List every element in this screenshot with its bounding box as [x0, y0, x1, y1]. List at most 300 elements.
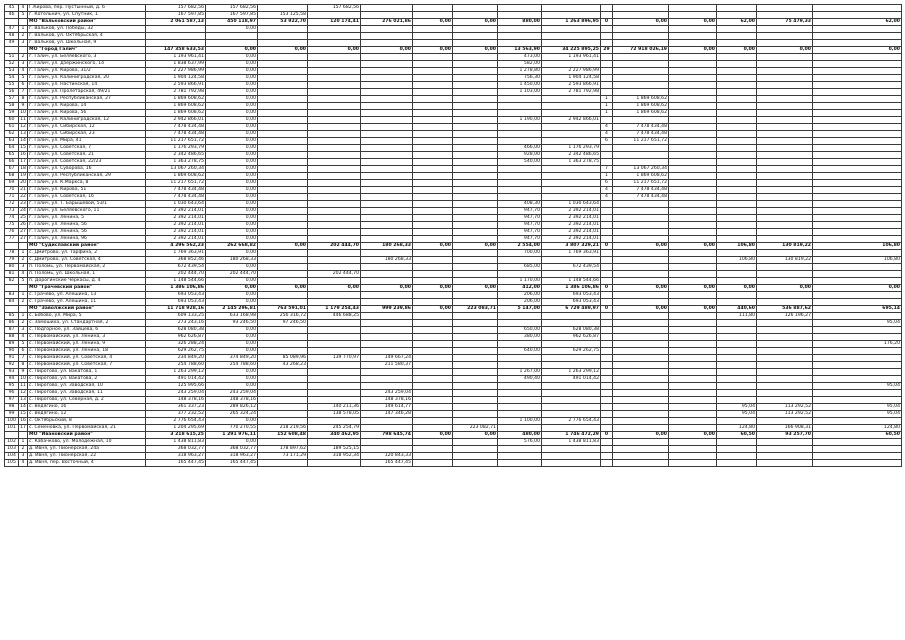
table-cell: 90 [5, 348, 19, 355]
table-cell [413, 397, 453, 404]
table-cell [413, 446, 453, 453]
table-cell [413, 278, 453, 285]
table-cell: 3 [19, 453, 28, 460]
table-cell: 10 [20, 110, 26, 115]
address-cell: г. Галич, ул. Сибирская, 12 [28, 124, 146, 131]
table-cell: 368 852,46 [146, 257, 206, 264]
table-cell [146, 33, 206, 40]
table-cell [757, 320, 813, 327]
table-cell [361, 75, 413, 82]
table-cell [601, 201, 613, 208]
table-cell [669, 383, 717, 390]
table-cell [361, 348, 413, 355]
table-cell [498, 180, 542, 187]
table-row [5, 348, 902, 355]
table-cell: 152 608,48 [258, 432, 308, 439]
table-cell: 1 263 896,95 [542, 19, 601, 26]
table-cell [757, 460, 813, 467]
table-cell [453, 299, 498, 306]
table-cell: 0,00 [757, 47, 813, 54]
table-cell [601, 236, 613, 243]
table-cell [413, 292, 453, 299]
table-cell [361, 166, 413, 173]
table-cell [413, 257, 453, 264]
table-cell: 22 [20, 194, 26, 199]
table-cell: 2 392 214,01 [542, 215, 601, 222]
table-cell [308, 61, 361, 68]
table-cell: 148 378,16 [206, 397, 258, 404]
table-cell: 223 083,71 [453, 306, 498, 313]
table-cell: 1 869 608,62 [146, 103, 206, 110]
table-cell: 262 668,82 [206, 243, 258, 250]
table-cell [613, 334, 669, 341]
table-cell [413, 250, 453, 257]
table-cell: 53 922,70 [258, 19, 308, 26]
table-cell [361, 446, 413, 453]
table-cell [813, 138, 902, 145]
table-cell [601, 299, 613, 306]
table-cell [453, 82, 498, 89]
table-cell: 2 145 296,81 [206, 306, 258, 313]
table-cell [757, 40, 813, 47]
table-cell [601, 292, 613, 299]
address-cell: с. Первомайский, ул. Советская, 7 [28, 362, 146, 369]
table-cell [361, 215, 413, 222]
table-cell: 16 [20, 418, 26, 423]
table-cell: 1 263 299,12 [542, 369, 601, 376]
table-cell [498, 40, 542, 47]
table-cell [717, 460, 757, 467]
table-cell [613, 117, 669, 124]
table-cell: 95,04 [717, 404, 757, 411]
table-cell: 672 439,54 [542, 264, 601, 271]
table-row [5, 397, 902, 404]
table-cell [757, 271, 813, 278]
table-cell [542, 131, 601, 138]
table-cell: 0,00 [258, 243, 308, 250]
table-cell [613, 397, 669, 404]
table-row [5, 208, 902, 215]
table-cell: 1 100,00 [498, 418, 542, 425]
table-cell: 1 869 608,62 [146, 110, 206, 117]
address-cell: с. Октябрьский, 8 [28, 418, 146, 425]
table-cell [669, 313, 717, 320]
table-cell [453, 376, 498, 383]
table-cell [717, 187, 757, 194]
address-cell: г. Галич, ул. Т. Барышевой, 53/1 [28, 201, 146, 208]
table-cell [361, 376, 413, 383]
table-cell [361, 33, 413, 40]
table-cell [757, 362, 813, 369]
table-cell [361, 173, 413, 180]
table-cell [413, 96, 453, 103]
table-cell [308, 138, 361, 145]
table-cell: 82 [5, 278, 19, 285]
address-cell: п. Дорогинские Черкасы, д. 4 [28, 278, 146, 285]
table-cell [308, 222, 361, 229]
table-cell [757, 54, 813, 61]
table-cell [613, 390, 669, 397]
table-cell [669, 194, 717, 201]
table-cell: 0,00 [308, 285, 361, 292]
table-cell: 13 067 260,34 [146, 166, 206, 173]
table-row [5, 299, 902, 306]
table-cell: 0,00 [206, 229, 258, 236]
table-cell: 55 [5, 82, 19, 89]
table-cell [757, 138, 813, 145]
table-cell: 0,00 [206, 376, 258, 383]
table-cell [258, 75, 308, 82]
table-cell [757, 103, 813, 110]
table-cell: 165 447,45 [206, 460, 258, 467]
table-cell [258, 61, 308, 68]
table-cell [453, 348, 498, 355]
table-cell: 5 147,00 [498, 306, 542, 313]
address-cell: г. Галич, ул. Калиниградская, 20 [28, 75, 146, 82]
table-cell: 0,00 [361, 285, 413, 292]
table-cell: 157 682,56 [146, 5, 206, 12]
table-cell: 65 [5, 152, 19, 159]
table-cell [361, 194, 413, 201]
table-cell [669, 362, 717, 369]
table-cell [413, 54, 453, 61]
table-cell [361, 117, 413, 124]
table-cell [453, 362, 498, 369]
table-cell [413, 355, 453, 362]
address-cell: г. Галич, ул. Республиканская, 27 [28, 96, 146, 103]
table-cell [613, 229, 669, 236]
table-cell [717, 229, 757, 236]
table-cell: 628 080,38 [542, 327, 601, 334]
table-cell: 0,00 [206, 138, 258, 145]
table-cell [669, 187, 717, 194]
table-cell [361, 425, 413, 432]
table-cell: 0,00 [206, 201, 258, 208]
table-cell: 234 849,20 [146, 355, 206, 362]
table-cell [669, 152, 717, 159]
table-cell [613, 271, 669, 278]
table-cell [453, 138, 498, 145]
table-cell: 1 176 293,79 [542, 145, 601, 152]
table-cell [308, 236, 361, 243]
table-cell [206, 33, 258, 40]
table-cell [613, 215, 669, 222]
table-cell [453, 215, 498, 222]
table-cell: 450 118,97 [206, 19, 258, 26]
table-cell [669, 180, 717, 187]
table-cell: 0,00 [206, 131, 258, 138]
table-cell [669, 397, 717, 404]
table-cell: 1 193 961,41 [542, 54, 601, 61]
table-cell: 218 219,56 [258, 425, 308, 432]
table-cell: 1 438 811,83 [146, 439, 206, 446]
table-row [5, 131, 902, 138]
table-cell [613, 383, 669, 390]
table-cell [813, 299, 902, 306]
table-cell [453, 68, 498, 75]
table-cell: 46 [5, 12, 19, 19]
table-cell [413, 411, 453, 418]
table-cell [813, 376, 902, 383]
table-cell [813, 292, 902, 299]
table-cell: 4 [601, 187, 613, 194]
table-cell [413, 138, 453, 145]
table-cell: 0,00 [669, 19, 717, 26]
address-cell: г. Галич, ул. К.Маркса, 8 [28, 180, 146, 187]
address-cell: г. Галич, ул. Ленина, 5 [28, 215, 146, 222]
table-row [5, 355, 902, 362]
table-cell: 256 316,72 [258, 313, 308, 320]
table-cell: 0,00 [717, 285, 757, 292]
table-cell [813, 194, 902, 201]
table-cell [453, 271, 498, 278]
table-cell [498, 166, 542, 173]
table-cell [542, 138, 601, 145]
address-cell: г. Галич, ул. Советская, 16 [28, 194, 146, 201]
table-cell: 4 [19, 334, 28, 341]
table-cell: 138 578,05 [308, 411, 361, 418]
table-cell: 21 [20, 187, 26, 192]
table-cell [613, 68, 669, 75]
table-row [5, 341, 902, 348]
table-cell [453, 397, 498, 404]
table-cell [498, 187, 542, 194]
table-cell [757, 397, 813, 404]
table-cell: 92 [5, 362, 19, 369]
table-cell [757, 390, 813, 397]
table-cell [498, 138, 542, 145]
table-cell: 693 053,43 [146, 292, 206, 299]
table-cell [308, 68, 361, 75]
table-cell: 0,00 [717, 47, 757, 54]
table-cell: 0,00 [669, 243, 717, 250]
table-cell: 57 [5, 96, 19, 103]
table-cell: 149 667,24 [361, 355, 413, 362]
table-cell: 0,00 [258, 47, 308, 54]
address-cell: с. Пирогово, ул. Северная, д. 2 [28, 397, 146, 404]
table-row [5, 229, 902, 236]
table-cell [413, 439, 453, 446]
table-cell [361, 334, 413, 341]
table-cell [258, 264, 308, 271]
table-cell: 93 [5, 369, 19, 376]
table-cell: 103 [5, 446, 19, 453]
table-cell: 76 [5, 229, 19, 236]
table-cell [813, 5, 902, 12]
table-cell: 0,00 [206, 152, 258, 159]
table-cell: 2 342 486,65 [146, 152, 206, 159]
table-cell [453, 327, 498, 334]
table-cell: 14 [20, 404, 26, 409]
table-cell: 1 [601, 96, 613, 103]
group-total-row [5, 19, 902, 26]
table-cell: 7 478 434,48 [146, 124, 206, 131]
table-cell: 2 776 654,43 [146, 418, 206, 425]
table-cell: 95,04 [813, 411, 902, 418]
table-cell: 2 942 866,01 [542, 117, 601, 124]
table-cell: 59 [5, 110, 19, 117]
table-cell: 2 227 986,99 [542, 68, 601, 75]
table-cell [717, 166, 757, 173]
table-cell: 0,00 [206, 124, 258, 131]
table-cell [308, 257, 361, 264]
table-cell [601, 348, 613, 355]
table-cell [717, 418, 757, 425]
address-cell: с. Пирогово, ул. Вакатова, 1 [28, 369, 146, 376]
table-cell [813, 446, 902, 453]
table-cell [413, 12, 453, 19]
table-cell [542, 110, 601, 117]
table-cell [717, 82, 757, 89]
table-row [5, 439, 902, 446]
table-cell [613, 250, 669, 257]
table-cell [813, 166, 902, 173]
table-cell: 7 478 434,48 [613, 131, 669, 138]
table-cell: 79 [5, 257, 19, 264]
table-cell [717, 68, 757, 75]
table-cell: 24 [20, 208, 26, 213]
table-cell: 629 262,75 [146, 348, 206, 355]
table-cell [308, 82, 361, 89]
table-cell: 1 204 295,69 [146, 425, 206, 432]
table-cell [813, 208, 902, 215]
table-cell [669, 103, 717, 110]
table-cell: 0,00 [206, 327, 258, 334]
table-cell [613, 152, 669, 159]
table-cell [813, 131, 902, 138]
table-cell [258, 40, 308, 47]
table-cell [813, 327, 902, 334]
table-cell [498, 257, 542, 264]
table-cell [453, 320, 498, 327]
table-cell [258, 68, 308, 75]
address-cell: МО "Грачевский район" [28, 285, 146, 292]
table-cell [453, 96, 498, 103]
table-cell [813, 54, 902, 61]
address-cell: с. Ведягино, 12 [28, 411, 146, 418]
table-cell [453, 166, 498, 173]
table-cell: 19 [20, 173, 26, 178]
table-row [5, 362, 902, 369]
table-cell [669, 460, 717, 467]
table-cell: 106,80 [717, 243, 757, 250]
table-cell [757, 5, 813, 12]
table-cell: 1 030 643,64 [542, 201, 601, 208]
table-cell: 4 [19, 271, 28, 278]
table-cell [453, 12, 498, 19]
table-cell [413, 180, 453, 187]
table-cell [258, 418, 308, 425]
table-cell: 16 [20, 152, 26, 157]
group-total-row [5, 432, 902, 439]
address-cell: г. Вальков, ул. Победы, 32 [28, 26, 146, 33]
table-cell [613, 145, 669, 152]
address-cell: г. Галич, ул. Ленина, 56 [28, 229, 146, 236]
table-cell [613, 425, 669, 432]
table-cell [613, 292, 669, 299]
table-cell [413, 26, 453, 33]
table-cell [413, 110, 453, 117]
table-cell: 202 444,70 [206, 271, 258, 278]
table-cell: 83 [5, 292, 19, 299]
table-cell [542, 341, 601, 348]
table-cell [258, 5, 308, 12]
table-cell: 947,70 [498, 215, 542, 222]
table-cell [717, 96, 757, 103]
table-cell [542, 397, 601, 404]
table-cell: 106,80 [717, 257, 757, 264]
table-cell: 89 [5, 341, 19, 348]
table-cell: 0,00 [453, 243, 498, 250]
address-cell: г. Галич, ул. Ленина, 96 [28, 236, 146, 243]
table-cell [669, 404, 717, 411]
table-cell [308, 229, 361, 236]
table-cell [717, 397, 757, 404]
table-row [5, 320, 902, 327]
table-cell [308, 439, 361, 446]
table-cell [308, 299, 361, 306]
table-cell [413, 390, 453, 397]
table-cell [453, 257, 498, 264]
table-cell: 473,00 [498, 54, 542, 61]
table-cell [361, 26, 413, 33]
table-cell: 13 [20, 397, 26, 402]
table-cell [669, 12, 717, 19]
table-cell [613, 201, 669, 208]
table-cell [453, 131, 498, 138]
table-cell [308, 40, 361, 47]
table-cell [361, 201, 413, 208]
table-cell: 273 243,16 [146, 320, 206, 327]
table-row [5, 26, 902, 33]
table-cell: 0,00 [206, 264, 258, 271]
table-cell: 361 337,23 [146, 404, 206, 411]
table-cell [413, 264, 453, 271]
table-cell [258, 152, 308, 159]
table-cell: 685,00 [498, 264, 542, 271]
table-cell [361, 103, 413, 110]
table-cell [413, 82, 453, 89]
table-cell: 3 218 615,25 [146, 432, 206, 439]
table-cell: 165 447,45 [146, 460, 206, 467]
table-cell [669, 138, 717, 145]
table-cell: 695,14 [813, 306, 902, 313]
table-cell [601, 12, 613, 19]
table-cell: 276 021,86 [361, 19, 413, 26]
address-cell: г. Галич, ул. Советская, 21 [28, 152, 146, 159]
table-cell: 97 [5, 397, 19, 404]
table-cell [601, 327, 613, 334]
table-cell [453, 110, 498, 117]
address-cell: МО "Судиславский район" [28, 243, 146, 250]
table-row [5, 222, 902, 229]
table-cell [717, 180, 757, 187]
table-cell: 18 [20, 166, 26, 171]
table-cell [308, 362, 361, 369]
table-cell: 85 089,96 [258, 355, 308, 362]
table-cell: 412,00 [498, 285, 542, 292]
table-cell: 5 [19, 12, 28, 19]
table-cell [757, 89, 813, 96]
table-cell: 130 819,22 [757, 243, 813, 250]
table-cell: 1 769 363,91 [146, 250, 206, 257]
table-cell [669, 222, 717, 229]
table-cell [413, 187, 453, 194]
table-cell: 11 [20, 383, 26, 388]
table-cell: 51 [5, 54, 19, 61]
table-cell [669, 341, 717, 348]
table-cell [717, 89, 757, 96]
